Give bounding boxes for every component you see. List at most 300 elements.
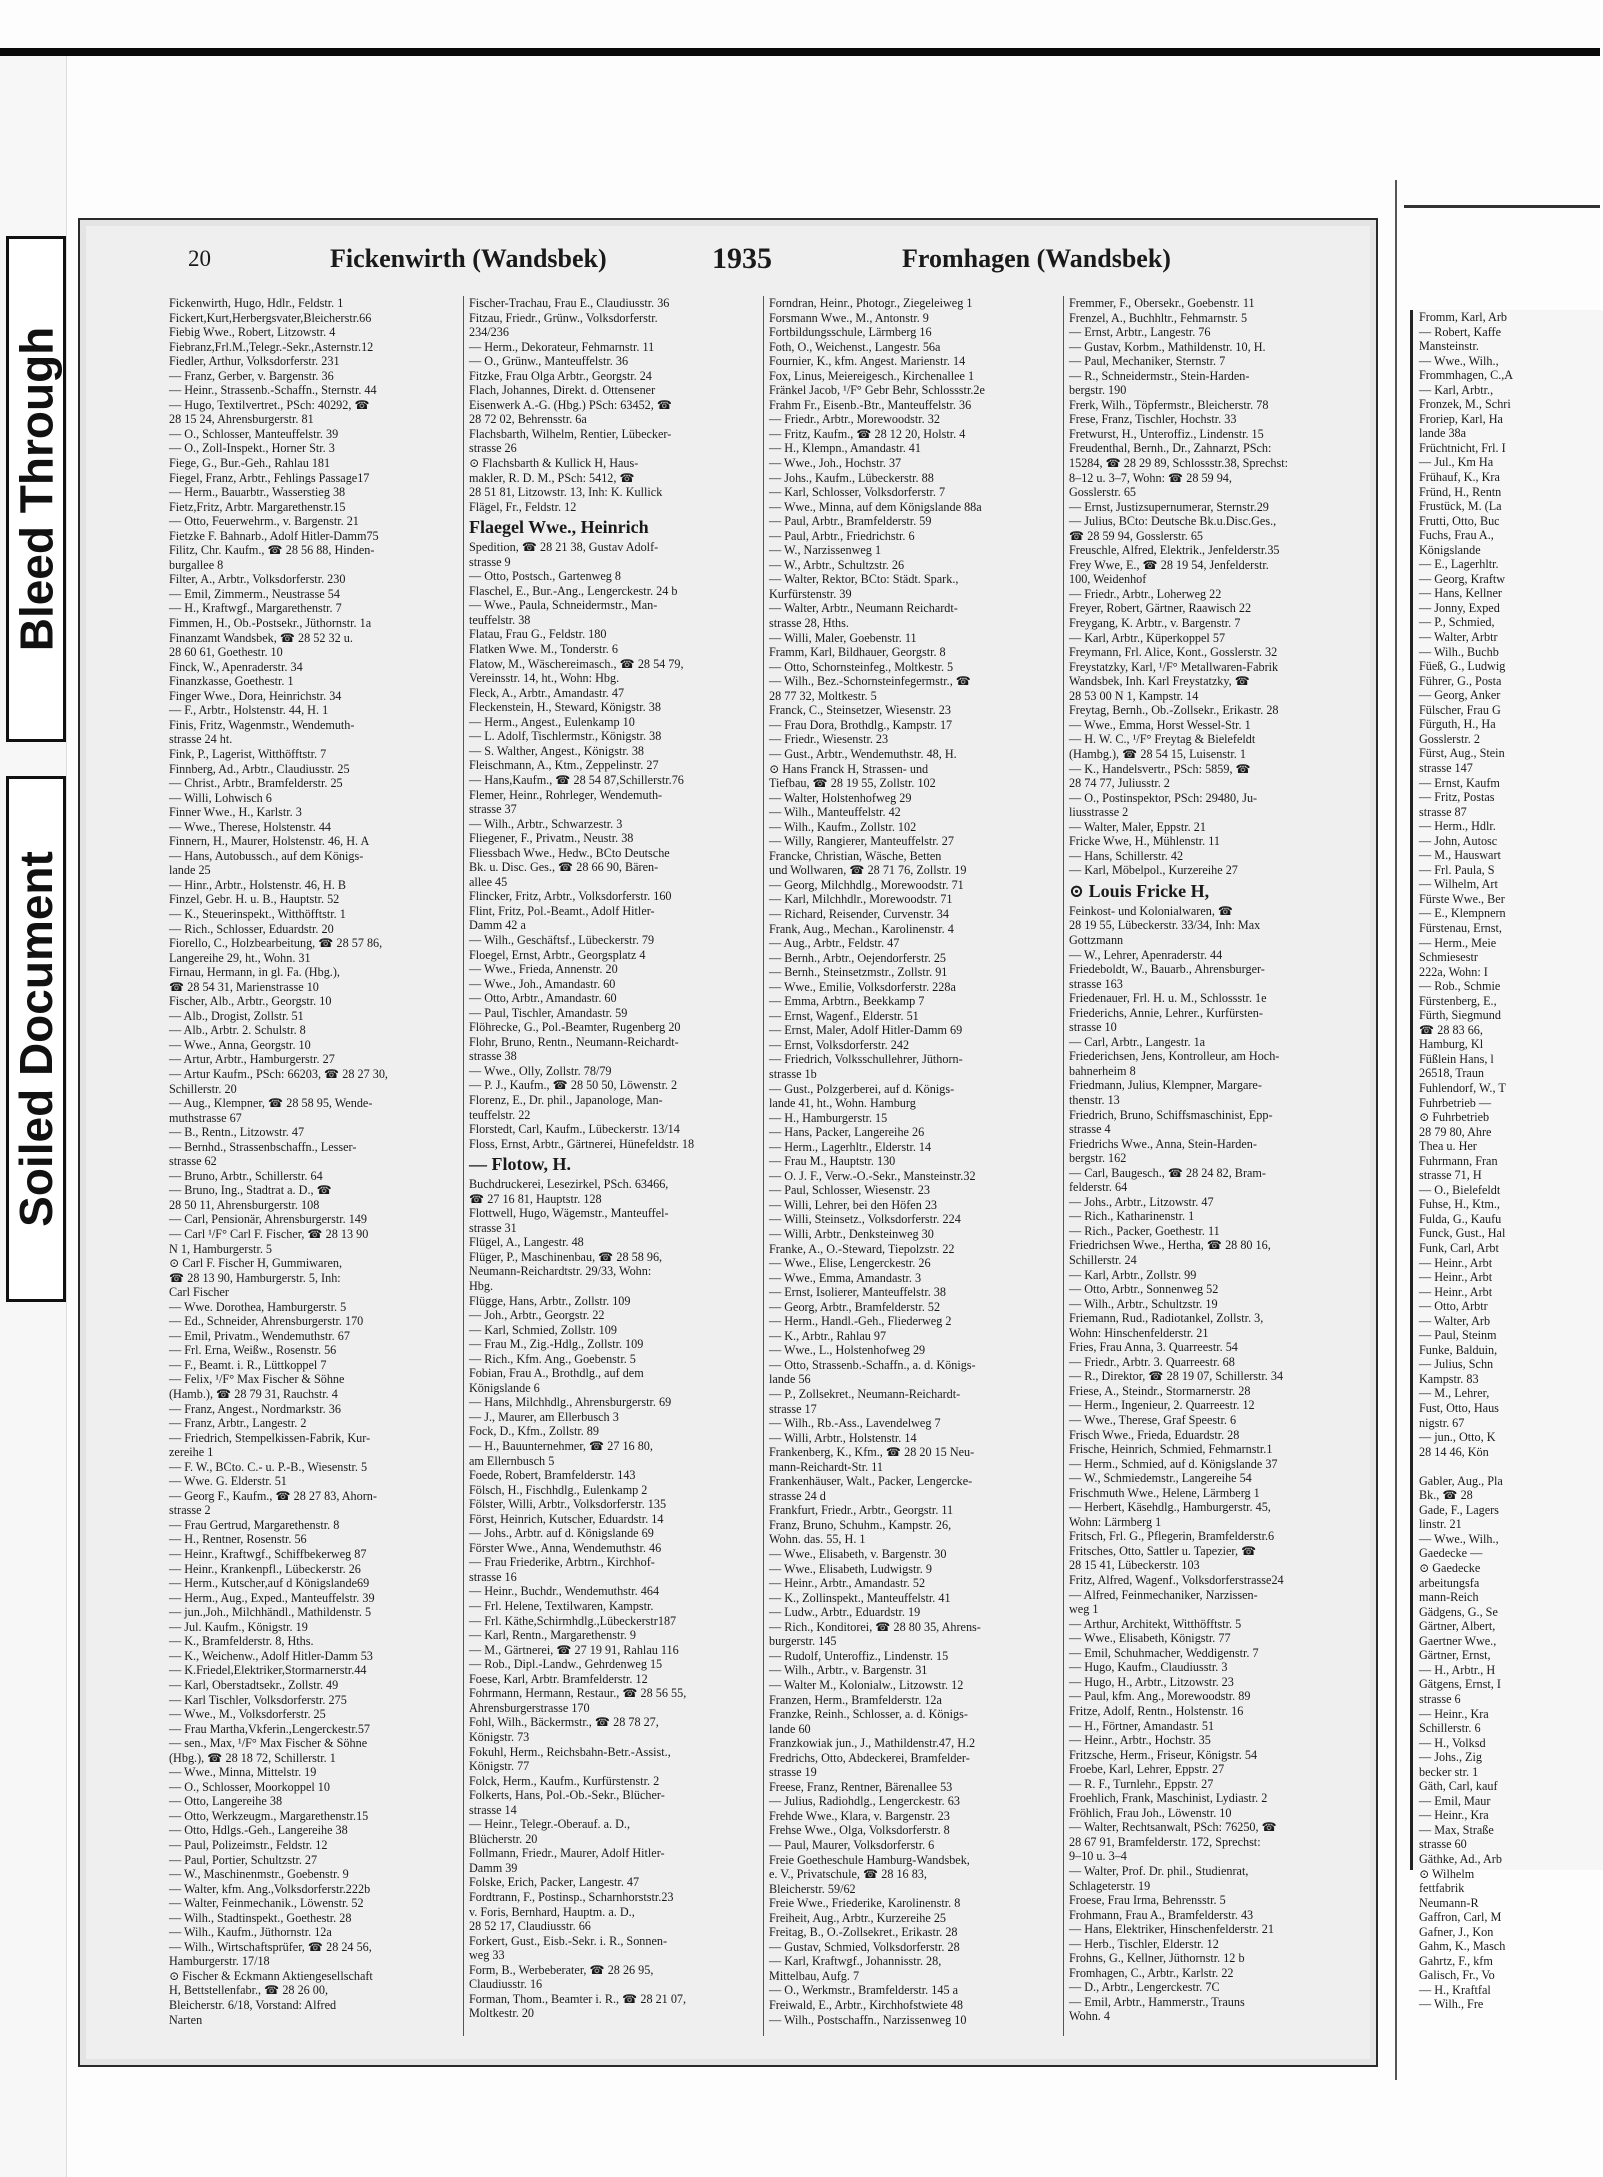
fragment-line: Fuhlendorf, W., T <box>1419 1080 1506 1095</box>
entry-line: — Otto, Werkzeugm., Margarethenstr.15 <box>169 1808 369 1823</box>
entry-line: Fox, Linus, Meiereigesch., Kirchenallee 1 <box>769 368 975 383</box>
fragment-line: — Georg, Anker <box>1419 688 1501 703</box>
entry-line: Finanzamt Wandsbek, ☎ 28 52 32 u. <box>169 630 353 645</box>
entry-line: Fretwurst, H., Unteroffiz., Lindenstr. 15 <box>1069 426 1264 441</box>
entry-line: Fliessbach Wwe., Hedw., BCto Deutsche <box>469 845 670 860</box>
entry-line: Friemann, Rud., Radiotankel, Zollstr. 3, <box>1069 1311 1264 1326</box>
entry-line: 28 53 00 N 1, Kampstr. 14 <box>1069 688 1199 703</box>
entry-line: Wohn: Hinschenfelderstr. 21 <box>1069 1325 1209 1340</box>
entry-line: strasse 24 d <box>769 1488 826 1503</box>
entry-line: — Wwe., Therese, Graf Speestr. 6 <box>1069 1413 1237 1428</box>
entry-line: — Franz, Angest., Nordmarkstr. 36 <box>169 1401 341 1416</box>
entry-line: Tiefbau, ☎ 28 19 55, Zollstr. 102 <box>769 776 936 791</box>
entry-line: Feinkost- und Kolonialwaren, ☎ <box>1069 903 1234 918</box>
entry-line: Follmann, Friedr., Maurer, Adolf Hitler- <box>469 1846 665 1861</box>
entry-line: — Artur, Arbtr., Hamburgerstr. 27 <box>169 1052 335 1067</box>
entry-line: — Wilh., Rb.-Ass., Lavendelweg 7 <box>769 1416 941 1431</box>
entry-line: — Alb., Arbtr. 2. Schulstr. 8 <box>169 1023 306 1038</box>
entry-line: — Frl. Helene, Textilwaren, Kampstr. <box>469 1599 654 1614</box>
entry-line: — Rich., Kfm. Ang., Goebenstr. 5 <box>469 1351 636 1366</box>
fragment-line: strasse 87 <box>1419 804 1467 819</box>
entry-line: Franz, Bruno, Schuhm., Kampstr. 26, <box>769 1517 952 1532</box>
entry-line: — Paul, Arbtr., Bramfelderstr. 59 <box>769 514 932 529</box>
fragment-line: Fülscher, Frau G <box>1419 702 1501 717</box>
fragment-line: — John, Autosc <box>1419 833 1498 848</box>
entry-line: und Wollwaren, ☎ 28 71 76, Zollstr. 19 <box>769 863 967 878</box>
entry-line: — Ernst, Maler, Adolf Hitler-Damm 69 <box>769 1023 963 1038</box>
fragment-line: — Paul, Steinm <box>1419 1328 1497 1343</box>
entry-line: Fredrichs, Otto, Abdeckerei, Bramfelder- <box>769 1750 970 1765</box>
entry-line: 28 74 77, Juliusstr. 2 <box>1069 776 1170 791</box>
entry-line: — Walter, Prof. Dr. phil., Studienrat, <box>1069 1863 1249 1878</box>
entry-line: Fordtrann, F., Postinsp., Scharnhorststr.23 <box>469 1889 674 1904</box>
entry-line: — H., Hamburgerstr. 15 <box>769 1110 888 1125</box>
fragment-line: — Wwe., Wilh., <box>1419 1531 1499 1546</box>
entry-line: Narten <box>169 2012 203 2027</box>
entry-line: mann-Reichardt-Str. 11 <box>769 1459 883 1474</box>
entry-line: Friederichs, Annie, Lehrer., Kurfürsten- <box>1069 1005 1263 1020</box>
entry-line: — Karl, Möbelpol., Kurzereihe 27 <box>1069 863 1238 878</box>
fragment-line: — Herm., Hdlr. <box>1419 819 1496 834</box>
entry-line: liusstrasse 2 <box>1069 805 1129 820</box>
entry-line: — W., Lehrer, Apenraderstr. 44 <box>1069 947 1223 962</box>
entry-line: 28 60 61, Goethestr. 10 <box>169 645 283 660</box>
entry-line: — Gust., Arbtr., Wendemuthstr. 48, H. <box>769 746 957 761</box>
entry-line: — K., Zollinspekt., Manteuffelstr. 41 <box>769 1590 951 1605</box>
entry-line: 28 19 55, Lübeckerstr. 33/34, Inh: Max <box>1069 918 1261 933</box>
entry-line: ☎ 27 16 81, Hauptstr. 128 <box>469 1191 602 1206</box>
fragment-line: Frustück, M. (La <box>1419 499 1502 514</box>
entry-line: — O., Schlosser, Manteuffelstr. 39 <box>169 426 339 441</box>
entry-line: — Hans, Milchhdlg., Ahrensburgerstr. 69 <box>469 1395 672 1410</box>
fragment-line: — Robert, Kaffe <box>1419 324 1502 339</box>
highlighted-entry: Flaegel Wwe., Heinrich <box>469 517 649 538</box>
entry-line: — Bernh., Steinsetzmstr., Zollstr. 91 <box>769 965 948 980</box>
fragment-line: — jun., Otto, K <box>1419 1430 1496 1445</box>
entry-line: thenstr. 13 <box>1069 1092 1120 1107</box>
entry-line: Firnau, Hermann, in gl. Fa. (Hbg.), <box>169 965 340 980</box>
entry-line: — J., Maurer, am Ellerbusch 3 <box>469 1409 619 1424</box>
entry-line: — Paul, Schlosser, Wiesenstr. 23 <box>769 1183 930 1198</box>
entry-line: burgerstr. 145 <box>769 1634 837 1649</box>
entry-line: — Friedr., Arbtr. 3. Quarreestr. 68 <box>1069 1354 1235 1369</box>
entry-line: Schlageterstr. 19 <box>1069 1878 1151 1893</box>
entry-line: Foede, Robert, Bramfelderstr. 143 <box>469 1468 636 1483</box>
fragment-line: — Johs., Zig <box>1419 1750 1482 1765</box>
fragment-line: — Hans, Kellner <box>1419 586 1502 601</box>
fragment-line: Fürguth, H., Ha <box>1419 717 1496 732</box>
entry-line: — Heinr., Arbtr., Amandastr. 52 <box>769 1576 926 1591</box>
entry-line: — Wwe., Frieda, Annenstr. 20 <box>469 962 618 977</box>
entry-line: weg 33 <box>469 1948 505 1963</box>
page-gutter <box>1395 180 1397 2080</box>
fragment-line <box>1413 1459 1603 1474</box>
entry-line: Fohl, Wilh., Bäckermstr., ☎ 28 78 27, <box>469 1715 659 1730</box>
entry-line: — Walter, Rektor, BCto: Städt. Spark., <box>769 572 959 587</box>
entry-line: bahnerheim 8 <box>1069 1063 1136 1078</box>
entry-line: — Herm., Bauarbtr., Wasserstieg 38 <box>169 485 346 500</box>
fragment-line: ⊙ Gaedecke <box>1419 1561 1481 1576</box>
entry-line: ⊙ Hans Franck H, Strassen- und <box>769 761 929 776</box>
entry-line: — Willi, Lohwisch 6 <box>169 790 272 805</box>
entry-line: — Frau M., Hauptstr. 130 <box>769 1154 896 1169</box>
fragment-line: Funck, Gust., Hal <box>1419 1226 1506 1241</box>
entry-line: Frische, Heinrich, Schmied, Fehmarnstr.1 <box>1069 1442 1273 1457</box>
entry-line: Flint, Fritz, Pol.-Beamt., Adolf Hitler- <box>469 903 655 918</box>
entry-line: — R., Direktor, ☎ 28 19 07, Schillerstr. 34 <box>1069 1369 1284 1384</box>
entry-line: Moltkestr. 20 <box>469 2006 535 2021</box>
entry-line: 28 50 11, Ahrensburgerstr. 108 <box>169 1197 320 1212</box>
directory-column-2 <box>464 296 764 2036</box>
entry-line: — Wwe., Joh., Amandastr. 60 <box>469 976 616 991</box>
entry-line: muthstrasse 67 <box>169 1110 242 1125</box>
entry-line: Claudiusstr. 16 <box>469 1977 543 1992</box>
entry-line: (Hbg.), ☎ 28 18 72, Schillerstr. 1 <box>169 1750 336 1765</box>
entry-line: — Wwe., Elisabeth, Königstr. 77 <box>1069 1631 1231 1646</box>
entry-line: — Hans, Elektriker, Hinschenfelderstr. 21 <box>1069 1922 1274 1937</box>
entry-line: — Ernst, Arbtr., Langestr. 76 <box>1069 325 1211 340</box>
entry-line: — Carl ¹/F° Carl F. Fischer, ☎ 28 13 90 <box>169 1227 369 1241</box>
fragment-line: Schmiesestr <box>1419 950 1478 965</box>
entry-line: — M., Gärtnerei, ☎ 27 19 91, Rahlau 116 <box>469 1642 679 1657</box>
fragment-line: — Wilh., Fre <box>1419 1997 1484 2012</box>
entry-line: — Karl, Kraftwgf., Johannisstr. 28, <box>769 1954 942 1969</box>
entry-line: Floss, Ernst, Arbtr., Gärtnerei, Hünefeldstr. 18 <box>469 1136 695 1151</box>
entry-line: Frey Wwe, E., ☎ 28 19 54, Jenfelderstr. <box>1069 557 1269 572</box>
entry-line: Blücherstr. 20 <box>469 1831 538 1846</box>
entry-line: Forsmann Wwe., M., Antonstr. 9 <box>769 310 929 325</box>
entry-line: Folkerts, Hans, Pol.-Ob.-Sekr., Blücher- <box>469 1788 665 1803</box>
fragment-line: ⊙ Fuhrbetrieb <box>1419 1110 1490 1125</box>
entry-line: — Alb., Drogist, Zollstr. 51 <box>169 1008 304 1023</box>
entry-line: — Paul, Polizeimstr., Feldstr. 12 <box>169 1837 328 1852</box>
entry-line: 28 15 41, Lübeckerstr. 103 <box>1069 1558 1200 1573</box>
entry-line: zereihe 1 <box>169 1445 214 1460</box>
entry-line: Hamburgerstr. 17/18 <box>169 1954 270 1969</box>
entry-line: Bleicherstr. 6/18, Vorstand: Alfred <box>169 1997 337 2012</box>
entry-line: Friedmann, Julius, Klempner, Margare- <box>1069 1078 1262 1093</box>
entry-line: Fitzau, Friedr., Grünw., Volksdorferstr. <box>469 310 658 325</box>
entry-line: Franzke, Reinh., Schlosser, a. d. Königs- <box>769 1707 968 1722</box>
entry-line: Freytag, Bernh., Ob.-Zollsekr., Erikastr. 28 <box>1069 703 1279 718</box>
entry-line: Frerk, Wilh., Töpfermstr., Bleicherstr. 78 <box>1069 397 1269 412</box>
entry-line: — Herm., Ingenieur, 2. Quarreestr. 12 <box>1069 1398 1255 1413</box>
directory-columns <box>164 296 1364 2036</box>
directory-column-3 <box>764 296 1064 2036</box>
fragment-line: Mansteinstr. <box>1419 339 1479 354</box>
entry-line: — Julius, BCto: Deutsche Bk.u.Disc.Ges., <box>1069 514 1277 529</box>
entry-line: Froese, Frau Irma, Behrensstr. 5 <box>1069 1893 1226 1908</box>
entry-line: — Rich., Katharinenstr. 1 <box>1069 1209 1195 1224</box>
entry-line: weg 1 <box>1069 1602 1099 1617</box>
entry-line: — O., Schlosser, Moorkoppel 10 <box>169 1779 330 1794</box>
entry-line: — Friedr., Arbtr., Loherweg 22 <box>1069 586 1222 601</box>
entry-line: Freie Wwe., Friederike, Karolinenstr. 8 <box>769 1896 961 1911</box>
entry-line: — Willi, Steinsetz., Volksdorferstr. 224 <box>769 1212 961 1227</box>
entry-line: — Frl. Käthe,Schirmhdlg.,Lübeckerstr187 <box>469 1613 677 1628</box>
fragment-line: Frutti, Otto, Buc <box>1419 513 1500 528</box>
entry-line: — Wwe., Elisabeth, Ludwigstr. 9 <box>769 1561 932 1576</box>
fragment-line: Gade, F., Lagers <box>1419 1502 1499 1517</box>
fragment-line: Fürstenberg, E., <box>1419 993 1497 1008</box>
entry-line: — K., Arbtr., Rahlau 97 <box>769 1328 887 1343</box>
entry-line: — Heinr., Telegr.-Oberauf. a. D., <box>469 1817 631 1832</box>
fragment-line: — Heinr., Arbt <box>1419 1270 1493 1285</box>
entry-line: — Herm., Dekorateur, Fehmarnstr. 11 <box>469 339 655 354</box>
entry-line: Fliegener, F., Privatm., Neustr. 38 <box>469 831 634 846</box>
entry-line: Fritzsche, Herm., Friseur, Königstr. 54 <box>1069 1747 1258 1762</box>
entry-line: — Franz, Arbtr., Langestr. 2 <box>169 1416 307 1431</box>
entry-line: strasse 16 <box>469 1569 517 1584</box>
entry-line: Flöhrecke, G., Pol.-Beamter, Rugenberg 20 <box>469 1020 681 1035</box>
entry-line: Fiebranz,Frl.M.,Telegr.-Sekr.,Asternstr.12 <box>169 339 374 354</box>
entry-line: — P. J., Kaufm., ☎ 28 50 50, Löwenstr. 2 <box>469 1078 678 1093</box>
entry-line: — Franz, Gerber, v. Bargenstr. 36 <box>169 368 334 383</box>
entry-line: — P., Zollsekret., Neumann-Reichardt- <box>769 1387 961 1402</box>
entry-line: — Wwe. G. Elderstr. 51 <box>169 1474 287 1489</box>
entry-line: Franzen, Herm., Bramfelderstr. 12a <box>769 1692 942 1707</box>
entry-line: Finis, Fritz, Wagenmstr., Wendemuth- <box>169 717 355 732</box>
entry-line: Floegel, Ernst, Arbtr., Georgsplatz 4 <box>469 947 646 962</box>
entry-line: Fleckenstein, H., Steward, Königstr. 38 <box>469 700 661 715</box>
entry-line: — Frau Dora, Brothdlg., Kampstr. 17 <box>769 717 953 732</box>
entry-line: strasse 38 <box>469 1049 517 1064</box>
entry-line: — Wwe., Minna, auf dem Königslande 88a <box>769 499 982 514</box>
entry-line: Carl Fischer <box>169 1285 229 1300</box>
entry-line: 28 67 91, Bramfelderstr. 172, Sprechst: <box>1069 1834 1261 1849</box>
entry-line: — Emil, Arbtr., Hammerstr., Trauns <box>1069 1994 1245 2009</box>
fragment-line: arbeitungsfa <box>1419 1575 1480 1590</box>
entry-line: — Ernst, Volksdorferstr. 242 <box>769 1037 910 1052</box>
entry-line: — Willi, Lehrer, bei den Höfen 23 <box>769 1197 938 1212</box>
entry-line: — Georg F., Kaufm., ☎ 28 27 83, Ahorn- <box>169 1488 377 1503</box>
fragment-line: — Fritz, Postas <box>1419 790 1495 805</box>
highlighted-entry: — Flotow, H. <box>469 1154 571 1175</box>
fragment-line: — Jonny, Exped <box>1419 600 1500 615</box>
entry-line: — Gust., Polzgerberei, auf d. Königs- <box>769 1081 955 1096</box>
fragment-line: Füeß, G., Ludwig <box>1419 659 1506 674</box>
fragment-line: — Frl. Paula, S <box>1419 862 1495 877</box>
entry-line: Frischmuth Wwe., Helene, Lärmberg 1 <box>1069 1485 1260 1500</box>
entry-line: Finck, W., Apenraderstr. 34 <box>169 659 303 674</box>
entry-line: — K.Friedel,Elektriker,Stormarnerstr.44 <box>169 1663 367 1678</box>
entry-line: — Karl Tischler, Volksdorferstr. 275 <box>169 1692 347 1707</box>
fragment-line: nigstr. 67 <box>1419 1415 1465 1430</box>
fragment-line: Funke, Balduin, <box>1419 1342 1498 1357</box>
entry-line: Finger Wwe., Dora, Heinrichstr. 34 <box>169 688 342 703</box>
entry-line: Spedition, ☎ 28 21 38, Gustav Adolf- <box>469 540 659 555</box>
entry-line: Ahrensburgerstrasse 170 <box>469 1700 590 1715</box>
entry-line: Damm 42 a <box>469 918 526 933</box>
entry-line: — Bernh., Arbtr., Oejendorferstr. 25 <box>769 950 947 965</box>
fragment-line: Fuhse, H., Ktm., <box>1419 1197 1500 1212</box>
entry-line: Kurfürstenstr. 39 <box>769 586 852 601</box>
entry-line: — F. W., BCto. C.- u. P.-B., Wiesenstr. 5 <box>169 1459 368 1474</box>
entry-line: Franke, A., O.-Steward, Tiepolzstr. 22 <box>769 1241 955 1256</box>
entry-line: Frohns, G., Kellner, Jüthornstr. 12 b <box>1069 1951 1245 1966</box>
entry-line: — O., Grünw., Manteuffelstr. 36 <box>469 354 629 369</box>
entry-line: — Hans,Kaufm., ☎ 28 54 87,Schillerstr.76 <box>469 772 684 787</box>
fragment-line: Fronzek, M., Schri <box>1419 397 1511 412</box>
entry-line: Fries, Frau Anna, 3. Quarreestr. 54 <box>1069 1340 1238 1355</box>
entry-line: Fokuhl, Herm., Reichsbahn-Betr.-Assist., <box>469 1744 671 1759</box>
fragment-line: Gahm, K., Masch <box>1419 1939 1506 1954</box>
entry-line: Freystatzky, Karl, ¹/F° Metallwaren-Fabrik <box>1069 659 1279 674</box>
entry-line: — B., Rentn., Litzowstr. 47 <box>169 1125 305 1140</box>
entry-line: strasse 10 <box>1069 1020 1117 1035</box>
entry-line: — Julius, Radiohdlg., Lengerckestr. 63 <box>769 1794 960 1809</box>
fragment-line: strasse 71, H <box>1419 1168 1482 1183</box>
entry-line: Flügge, Hans, Arbtr., Zollstr. 109 <box>469 1293 631 1308</box>
fragment-line: Fuchs, Frau A., <box>1419 528 1494 543</box>
entry-line: Franzkowiak jun., J., Mathildenstr.47, H.2 <box>769 1736 976 1751</box>
fragment-line: — Wwe., Wilh., <box>1419 353 1499 368</box>
side-label-bottom: Soiled Document <box>10 851 62 1227</box>
fragment-line: — Jul., Km Ha <box>1419 455 1494 470</box>
entry-line: — O., Postinspektor, PSch: 29480, Ju- <box>1069 790 1258 805</box>
entry-line: — Hugo, Kaufm., Claudiusstr. 3 <box>1069 1660 1228 1675</box>
entry-line: Wohn. 4 <box>1069 2009 1110 2024</box>
entry-line: strasse 2 <box>169 1503 211 1518</box>
entry-line: — Herm., Kutscher,auf d Königslande69 <box>169 1576 370 1591</box>
fragment-line: Gärtner, Ernst, <box>1419 1648 1491 1663</box>
entry-line: — Frau Gertrud, Margarethenstr. 8 <box>169 1517 340 1532</box>
entry-line: — Carl, Pensionär, Ahrensburgerstr. 149 <box>169 1212 367 1227</box>
entry-line: — Rich., Packer, Goethestr. 11 <box>1069 1223 1220 1238</box>
entry-line: Freymann, Frl. Alice, Kont., Gosslerstr. 32 <box>1069 645 1278 660</box>
entry-line: — Walter, Holstenhofweg 29 <box>769 790 912 805</box>
entry-line: Flottwell, Hugo, Wägemstr., Manteuffel- <box>469 1206 669 1221</box>
entry-line: Fietz,Fritz, Arbtr. Margarethenstr.15 <box>169 499 346 514</box>
entry-line: — Otto, Arbtr., Amandastr. 60 <box>469 991 617 1006</box>
entry-line: Bleicherstr. 59/62 <box>769 1881 856 1896</box>
entry-line: Eisenwerk A.-G. (Hbg.) PSch: 63452, ☎ <box>469 397 673 412</box>
fragment-line: Frommhagen, C.,A <box>1419 368 1514 383</box>
entry-line: Frankfurt, Friedr., Arbtr., Georgstr. 11 <box>769 1503 954 1518</box>
entry-line: Fritsch, Frl. G., Pflegerin, Bramfelderstr.6 <box>1069 1529 1275 1544</box>
entry-line: — Paul, Tischler, Amandastr. 59 <box>469 1005 628 1020</box>
entry-line: — Wwe., Therese, Holstenstr. 44 <box>169 819 332 834</box>
fragment-line: strasse 147 <box>1419 760 1473 775</box>
fragment-line: — Herm., Meie <box>1419 935 1497 950</box>
fragment-line: 26518, Traun <box>1419 1066 1485 1081</box>
entry-line: — H., Kraftwgf., Margarethenstr. 7 <box>169 601 342 616</box>
entry-line: Friederichsen, Jens, Kontrolleur, am Hoch- <box>1069 1049 1280 1064</box>
fragment-line: Fürst, Aug., Stein <box>1419 746 1505 761</box>
entry-line: Forman, Thom., Beamter i. R., ☎ 28 21 07, <box>469 1991 687 2006</box>
entry-line: Freuschle, Alfred, Elektrik., Jenfelderstr.35 <box>1069 543 1280 558</box>
entry-line: — W., Maschinenmstr., Goebenstr. 9 <box>169 1867 349 1882</box>
entry-line: Finanzkasse, Goethestr. 1 <box>169 674 294 689</box>
fragment-line: Neumann-R <box>1419 1895 1479 1910</box>
fragment-line: Frühauf, K., Kra <box>1419 470 1500 485</box>
entry-line: — Fritz, Kaufm., ☎ 28 12 20, Holstr. 4 <box>769 426 966 441</box>
fragment-line: Füßlein Hans, l <box>1419 1051 1494 1066</box>
entry-line: — Herm., Handl.-Geh., Fliederweg 2 <box>769 1314 952 1329</box>
entry-line: Freudenthal, Bernh., Dr., Zahnarzt, PSch: <box>1069 441 1272 456</box>
entry-line: — S. Walther, Angest., Königstr. 38 <box>469 743 645 758</box>
fragment-line: — Georg, Kraftw <box>1419 571 1506 586</box>
fragment-line: fettfabrik <box>1419 1881 1465 1896</box>
entry-line: — W., Narzissenweg 1 <box>769 543 882 558</box>
entry-line: — Heinr., Kraftwgf., Schiffbekerweg 87 <box>169 1547 367 1562</box>
fragment-line: Führer, G., Posta <box>1419 673 1502 688</box>
entry-line: — F., Arbtr., Holstenstr. 44, H. 1 <box>169 703 329 718</box>
fragment-line: Fürstenau, Ernst, <box>1419 920 1502 935</box>
entry-line: — Frau Friederike, Arbtrn., Kirchhof- <box>469 1555 655 1570</box>
top-scan-edge <box>0 48 1600 56</box>
fragment-line: — Max, Straße <box>1419 1822 1494 1837</box>
entry-line: Fremmer, F., Obersekr., Goebenstr. 11 <box>1069 296 1255 310</box>
entry-line: Buchdruckerei, Lesezirkel, PSch. 63466, <box>469 1177 669 1192</box>
entry-line: Flügel, A., Langestr. 48 <box>469 1235 584 1250</box>
entry-line: ⊙ Carl F. Fischer H, Gummiwaren, <box>169 1256 343 1271</box>
directory-column-1 <box>164 296 464 2036</box>
entry-line: — Emil, Schuhmacher, Weddigenstr. 7 <box>1069 1645 1259 1660</box>
entry-line: strasse 37 <box>469 802 517 817</box>
side-label-strip <box>0 56 67 2177</box>
highlighted-entry: ⊙ Louis Fricke H, <box>1069 880 1210 901</box>
fragment-line: Fürste Wwe., Ber <box>1419 891 1505 906</box>
entry-line: — Herb., Tischler, Elderstr. 12 <box>1069 1936 1219 1951</box>
entry-line: strasse 62 <box>169 1154 217 1169</box>
entry-line: — Ludw., Arbtr., Eduardstr. 19 <box>769 1605 921 1620</box>
entry-line: felderstr. 64 <box>1069 1180 1128 1195</box>
entry-line: Foth, O., Weichenst., Langestr. 56a <box>769 339 941 354</box>
entry-line: Folck, Herm., Kaufm., Kurfürstenstr. 2 <box>469 1773 660 1788</box>
entry-line: — Hugo, Textilvertret., PSch: 40292, ☎ <box>169 397 370 412</box>
entry-line: 28 77 32, Moltkestr. 5 <box>769 688 877 703</box>
entry-line: strasse 19 <box>769 1765 817 1780</box>
entry-line: — H., Klempn., Amandastr. 41 <box>769 441 921 456</box>
entry-line: — Emil, Zimmerm., Neustrasse 54 <box>169 586 340 601</box>
entry-line: Freitag, B., O.-Zollsekret., Erikastr. 28 <box>769 1925 958 1940</box>
entry-line: — Rich., Schlosser, Eduardstr. 20 <box>169 921 334 936</box>
entry-line: Fiorello, C., Holzbearbeitung, ☎ 28 57 86, <box>169 936 383 951</box>
entry-line: — Wilh., Arbtr., Schwarzestr. 3 <box>469 816 623 831</box>
fragment-line: Fromm, Karl, Arb <box>1419 310 1508 324</box>
entry-line: — Wilh., Bez.-Schornsteinfegermstr., ☎ <box>769 674 971 689</box>
entry-line: — W., Schmiedemstr., Langereihe 54 <box>1069 1471 1252 1486</box>
entry-line: — Herm., Lagerhltr., Elderstr. 14 <box>769 1139 932 1154</box>
fragment-line: lande 38a <box>1419 426 1467 441</box>
entry-line: Fock, D., Kfm., Zollstr. 89 <box>469 1424 599 1439</box>
fragment-line: linstr. 21 <box>1419 1517 1462 1532</box>
entry-line: am Ellernbusch 5 <box>469 1453 555 1468</box>
entry-line: — Wwe., Olly, Zollstr. 78/79 <box>469 1063 612 1078</box>
fragment-line: Gosslerstr. 2 <box>1419 731 1480 746</box>
entry-line: — Wwe., Elisabeth, v. Bargenstr. 30 <box>769 1547 947 1562</box>
fragment-line: Gäth, Carl, kauf <box>1419 1779 1498 1794</box>
entry-line: Flincker, Fritz, Arbtr., Volksdorferstr. 160 <box>469 889 672 904</box>
header-left-title: Fickenwirth (Wandsbek) <box>330 244 607 273</box>
fragment-line: Fründ, H., Rentn <box>1419 484 1502 499</box>
entry-line: — K., Steuerinspekt., Witthöfftstr. 1 <box>169 906 346 921</box>
entry-line: — Otto, Postsch., Gartenweg 8 <box>469 569 621 584</box>
entry-line: Frahm Fr., Eisenb.-Btr., Manteuffelstr. 36 <box>769 397 972 412</box>
entry-line: — K., Handelsvertr., PSch: 5859, ☎ <box>1069 761 1251 776</box>
entry-line: Fritz, Alfred, Wagenf., Volksdorferstrasse24 <box>1069 1573 1284 1588</box>
entry-line: — Aug., Klempner, ☎ 28 58 95, Wende- <box>169 1096 373 1111</box>
entry-line: — Hans, Autobussch., auf dem Königs- <box>169 848 364 863</box>
entry-line: — Georg, Arbtr., Bramfelderstr. 52 <box>769 1299 941 1314</box>
entry-line: — F., Beamt. i. R., Lüttkoppel 7 <box>169 1357 327 1372</box>
fragment-line: Fust, Otto, Haus <box>1419 1401 1499 1416</box>
fragment-line: Schillerstr. 6 <box>1419 1721 1481 1736</box>
entry-line: — K., Bramfelderstr. 8, Hths. <box>169 1634 314 1649</box>
fragment-line: Froriep, Karl, Ha <box>1419 411 1503 426</box>
entry-line: — Gustav, Korbm., Mathildenstr. 10, H. <box>1069 339 1266 354</box>
